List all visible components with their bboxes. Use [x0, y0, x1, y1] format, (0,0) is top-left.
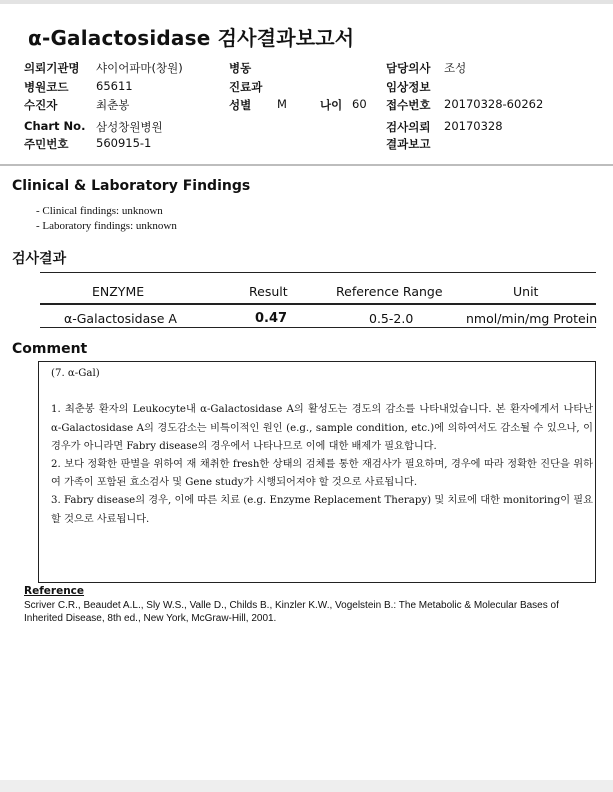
chart-no: Chart No. 삼성창원병원 — [24, 119, 163, 134]
cell-result: 0.47 — [255, 311, 288, 326]
result-report: 결과보고 — [386, 137, 431, 151]
reference-text: Scriver C.R., Beaudet A.L., Sly W.S., Valle D., Childs B., Kinzler K.W., Vogelstein B.: The Metabolic & Molecular Bases of Inherited Disease, 8th ed., New York, McGraw-Hill, 2001. — [24, 600, 559, 624]
findings-list — [36, 204, 177, 234]
cell-unit: nmol/min/mg Protein — [466, 311, 598, 326]
column-header-reference: Reference Range — [336, 284, 443, 299]
list-item: - Laboratory findings: unknown — [36, 220, 177, 232]
comment-paragraph-3: 3. Fabry disease의 경우, 이에 따른 치료 (e.g. Enzyme Replacement Therapy) 및 치료에 대한 monitoring이 필요할 것으로 사료됩니다. — [51, 495, 593, 525]
clinical-info: 임상정보 — [386, 80, 431, 94]
column-header-unit: Unit — [513, 284, 539, 299]
comment-box — [38, 361, 596, 583]
reference-heading: Reference — [24, 585, 85, 597]
patient-name: 수진자 최춘봉 — [24, 98, 130, 112]
results-heading: 검사결과 — [12, 251, 67, 267]
cell-enzyme: α-Galactosidase A — [64, 311, 177, 326]
comment-heading: Comment — [12, 341, 88, 357]
table-bottom-rule — [40, 327, 596, 328]
column-header-result: Result — [249, 284, 288, 299]
age: 나이 60 — [320, 97, 367, 112]
table-header-rule — [40, 303, 596, 305]
findings-heading: Clinical & Laboratory Findings — [12, 178, 251, 194]
referring-institution: 의뢰기관명 샤이어파마(창원) — [24, 61, 183, 75]
bottom-border — [0, 780, 613, 792]
column-header-enzyme: ENZYME — [92, 284, 145, 299]
test-request: 검사의뢰 20170328 — [386, 119, 503, 134]
table-top-rule — [40, 272, 596, 273]
report-title: α-Galactosidase 검사결과보고서 — [28, 26, 355, 50]
comment-code: (7. α-Gal) — [51, 368, 100, 379]
department: 진료과 — [229, 80, 263, 94]
cell-reference: 0.5-2.0 — [369, 311, 414, 326]
resident-no: 주민번호 560915-1 — [24, 136, 152, 151]
receipt-no: 접수번호 20170328-60262 — [386, 97, 544, 112]
hospital-code: 병원코드 65611 — [24, 79, 133, 94]
comment-paragraph-2: 2. 보다 정확한 판별을 위하여 재 채취한 fresh한 상태의 검체를 통한 재검사가 필요하며, 경우에 따라 정확한 진단을 위하여 가족이 포함된 효소검사 및 Gene study가 시행되어져야 할 것으로 사료됩니다. — [51, 459, 593, 489]
list-item: - Clinical findings: unknown — [36, 205, 163, 217]
sex: 성별 M — [229, 97, 287, 112]
report-header — [0, 4, 613, 166]
ward: 병동 — [229, 61, 252, 75]
physician: 담당의사 조성 — [386, 61, 467, 75]
comment-paragraph-1: 1. 최춘봉 환자의 Leukocyte내 α-Galactosidase A의 활성도는 경도의 감소를 나타내었습니다. 본 환자에게서 나타난 α-Galactosidase A의 경도감소는 비특이적인 원인 (e.g., sample condition, etc.)에 의하여서도 감소될 수 있으나, 이 경우가 아니라면 Fabry disease의 경우에서 나타나므로 이에 대한 배제가 필요합니다. — [51, 404, 593, 452]
